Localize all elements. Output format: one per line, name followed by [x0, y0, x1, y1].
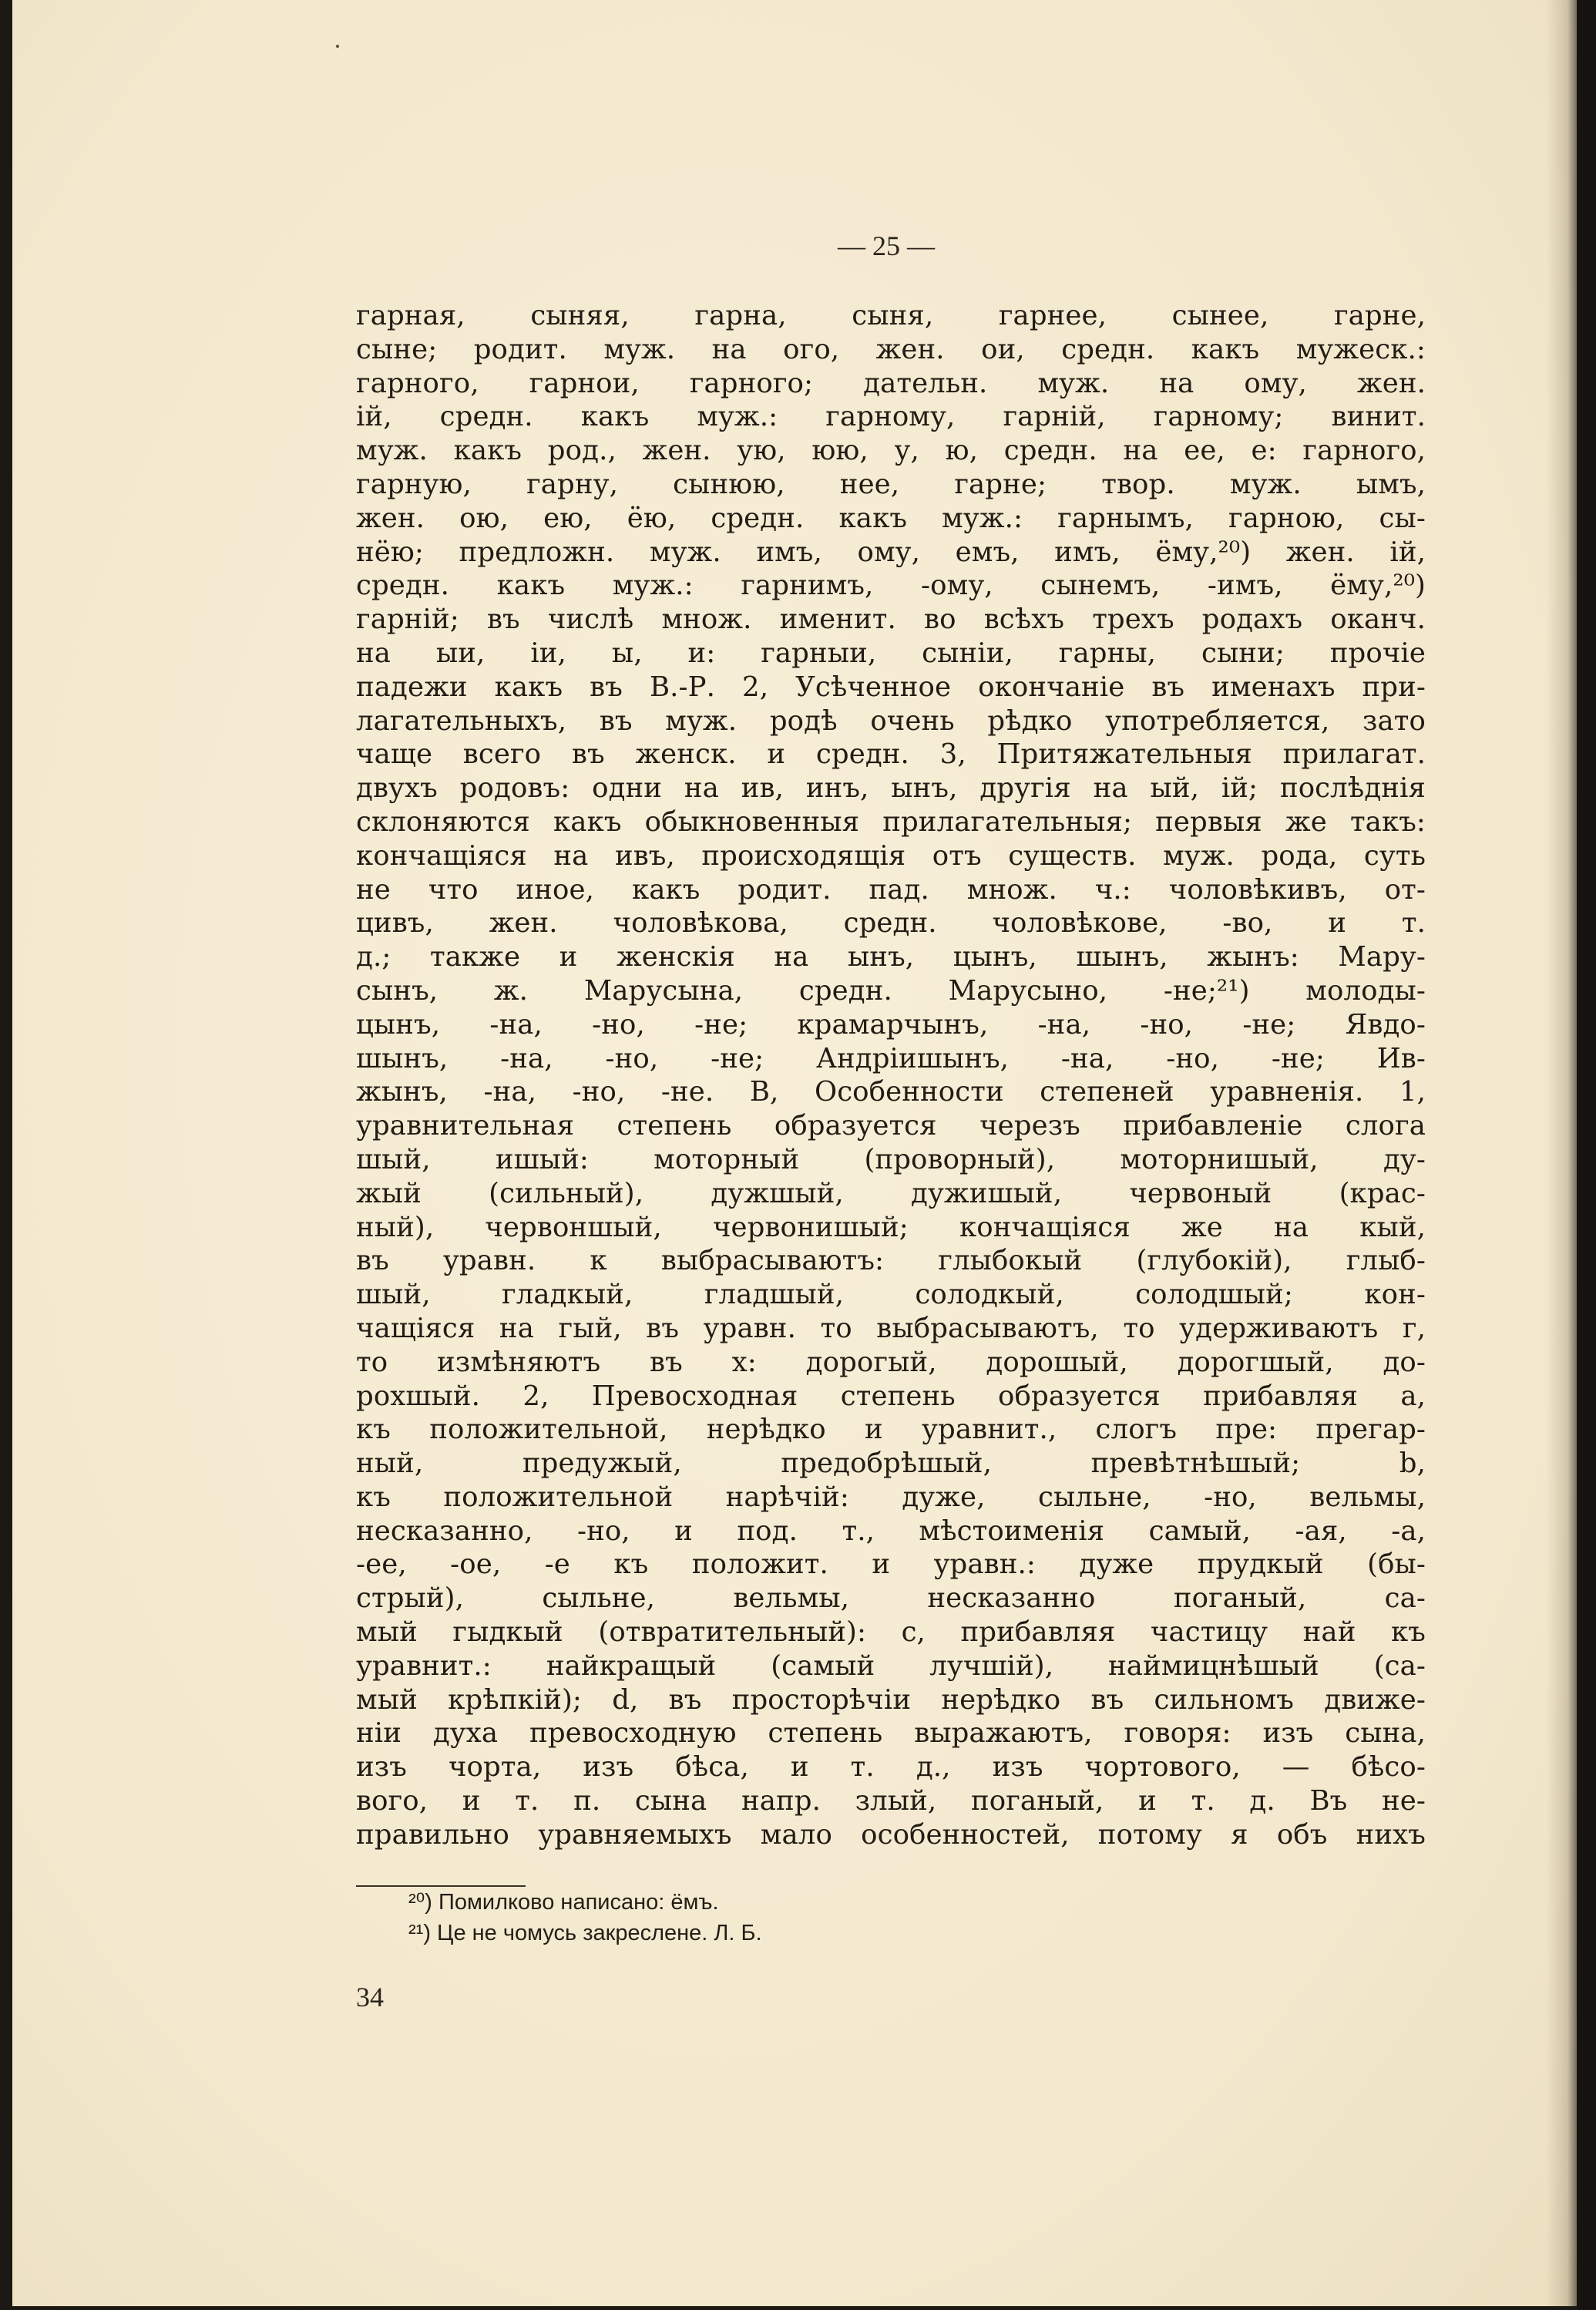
text-line: ій, средн. какъ муж.: гарному, гарній, гарному; винит.: [356, 401, 1426, 433]
text-line: сынъ, ж. Марусына, средн. Марусыно, -не;²¹) молоды-: [356, 974, 1426, 1007]
text-line: въ уравн. к выбрасываютъ: глыбокый (глубокій), глыб-: [356, 1245, 1426, 1277]
binding-shadow: [1546, 0, 1577, 2306]
scan-edge: [1577, 0, 1596, 2310]
text-line: д.; также и женскія на ынъ, цынъ, шынъ, жынъ: Мару-: [356, 941, 1426, 973]
text-line: рохшый. 2, Превосходная степень образуется прибавляя а,: [356, 1380, 1426, 1412]
page-header-number: — 25 —: [838, 230, 935, 261]
text-line: жен. ою, ею, ёю, средн. какъ муж.: гарнымъ, гарною, сы-: [356, 502, 1426, 534]
text-line: гарную, гарну, сынюю, нее, гарне; твор. муж. ымъ,: [356, 468, 1426, 500]
text-line: гарній; въ числѣ множ. именит. во всѣхъ трехъ родахъ оканч.: [356, 604, 1426, 636]
text-line: къ положительной нарѣчій: дуже, сыльне, -но, вельмы,: [356, 1481, 1426, 1513]
text-line: несказанно, -но, и под. т., мѣстоименія самый, -ая, -а,: [356, 1515, 1426, 1547]
text-line: чащіяся на гый, въ уравн. то выбрасываютъ, то удерживаютъ г,: [356, 1312, 1426, 1344]
text-line: вого, и т. п. сына напр. злый, поганый, и т. д. Въ не-: [356, 1785, 1426, 1817]
text-line: -ее, -ое, -е къ положит. и уравн.: дуже прудкый (бы-: [356, 1548, 1426, 1581]
text-line: не что иное, какъ родит. пад. множ. ч.: чоловѣкивъ, от-: [356, 873, 1426, 906]
text-line: двухъ родовъ: одни на ив, инъ, ынъ, другія на ый, ій; послѣднія: [356, 772, 1426, 805]
printer-signature-number: 34: [356, 1982, 384, 2012]
text-line: падежи какъ въ В.-Р. 2, Усѣченное окончаніе въ именахъ при-: [356, 671, 1426, 703]
text-line: ніи духа превосходную степень выражаютъ, говоря: изъ сына,: [356, 1717, 1426, 1750]
text-line: жый (сильный), дужшый, дужишый, червоный (крас-: [356, 1177, 1426, 1209]
text-line: нёю; предложн. муж. имъ, ому, емъ, имъ, ёму,²⁰) жен. ій,: [356, 536, 1426, 568]
text-line: гарного, гарнои, гарного; дательн. муж. на ому, жен.: [356, 367, 1426, 399]
text-line: мый крѣпкій); d, въ просторѣчіи нерѣдко въ сильномъ движе-: [356, 1683, 1426, 1716]
text-line: мый гыдкый (отвратительный): с, прибавляя частицу най къ: [356, 1616, 1426, 1649]
footnotes-block: [408, 1887, 1102, 1949]
text-line: сыне; родит. муж. на ого, жен. ои, средн. какъ мужеск.:: [356, 333, 1426, 365]
text-line: гарная, сыняя, гарна, сыня, гарнее, сынее, гарне,: [356, 300, 1426, 331]
text-line: ный), червоншый, червонишый; кончащіяся же на кый,: [356, 1211, 1426, 1243]
footnote: ²⁰) Помилково написано: ёмъ.: [408, 1890, 719, 1915]
main-text-block: [356, 299, 1426, 1852]
text-line: уравнительная степень образуется черезъ прибавленіе слога: [356, 1110, 1426, 1142]
text-line: ный, предужый, предобрѣшый, превѣтнѣшый; b,: [356, 1448, 1426, 1480]
text-line: къ положительной, нерѣдко и уравнит., слогъ пре: прегар-: [356, 1414, 1426, 1446]
text-line: цивъ, жен. чоловѣкова, средн. чоловѣкове, -во, и т.: [356, 907, 1426, 940]
text-line: то измѣняютъ въ х: дорогый, дорошый, дорогшый, до-: [356, 1346, 1426, 1378]
text-line: стрый), сыльне, вельмы, несказанно поганый, са-: [356, 1582, 1426, 1615]
text-line: шынъ, -на, -но, -не; Андріишынъ, -на, -но, -не; Ив-: [356, 1042, 1426, 1074]
paper-speck: [336, 45, 339, 48]
text-line: изъ чорта, изъ бѣса, и т. д., изъ чортового, — бѣсо-: [356, 1751, 1426, 1784]
text-line: шый, ишый: моторный (проворный), моторнишый, ду-: [356, 1143, 1426, 1175]
text-line: жынъ, -на, -но, -не. В, Особенности степеней уравненія. 1,: [356, 1076, 1426, 1108]
text-line: средн. какъ муж.: гарнимъ, -ому, сынемъ, -имъ, ёму,²⁰): [356, 570, 1426, 602]
text-line: цынъ, -на, -но, -не; крамарчынъ, -на, -но, -не; Явдо-: [356, 1008, 1426, 1041]
text-line: правильно уравняемыхъ мало особенностей, потому я объ нихъ: [356, 1818, 1426, 1851]
text-line: муж. какъ род., жен. ую, юю, у, ю, средн. на ее, е: гарного,: [356, 435, 1426, 467]
text-line: чаще всего въ женск. и средн. 3, Притяжательныя прилагат.: [356, 738, 1426, 771]
text-line: лагательныхъ, въ муж. родѣ очень рѣдко употребляется, зато: [356, 704, 1426, 737]
footnote: ²¹) Це не чомусь закреслене. Л. Б.: [408, 1921, 762, 1945]
text-line: кончащіяся на ивъ, происходящія отъ существ. муж. рода, суть: [356, 839, 1426, 872]
text-line: уравнит.: найкращый (самый лучшій), наймицнѣшый (са-: [356, 1649, 1426, 1682]
text-line: шый, гладкый, гладшый, солодкый, солодшый; кон-: [356, 1279, 1426, 1311]
text-line: склоняются какъ обыкновенныя прилагательныя; первыя же такъ:: [356, 805, 1426, 838]
text-line: на ыи, іи, ы, и: гарныи, сыніи, гарны, сыни; прочіе: [356, 637, 1426, 669]
